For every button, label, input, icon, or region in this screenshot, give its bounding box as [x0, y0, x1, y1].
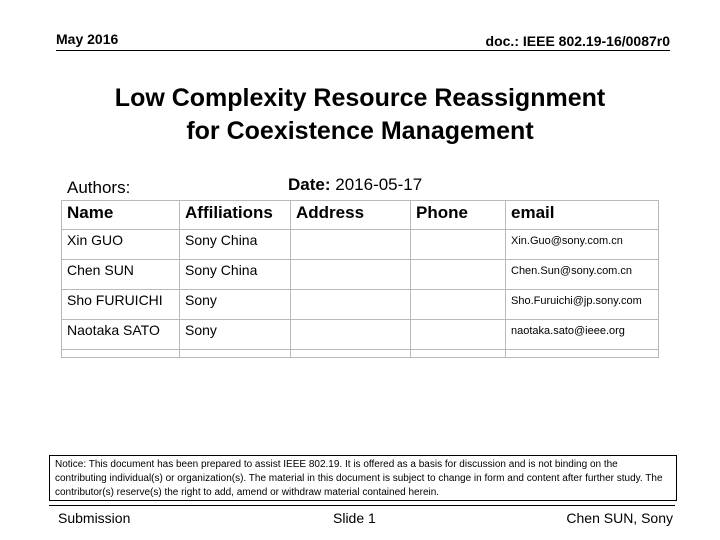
- footer-divider: [49, 505, 675, 506]
- footer-submission: Submission: [58, 510, 131, 526]
- date-value: 2016-05-17: [335, 175, 423, 194]
- date-label: Date:: [288, 175, 331, 194]
- author-affiliation: Sony: [180, 320, 291, 350]
- slide-title-line-2: for Coexistence Management: [186, 117, 534, 145]
- author-name: Xin GUO: [62, 230, 180, 260]
- author-email: Xin.Guo@sony.com.cn: [506, 230, 659, 260]
- author-email: Sho.Furuichi@jp.sony.com: [506, 290, 659, 320]
- author-phone: [411, 320, 506, 350]
- author-name: Naotaka SATO: [62, 320, 180, 350]
- slide-title-line-1: Low Complexity Resource Reassignment: [114, 84, 606, 112]
- authors-label: Authors:: [67, 178, 131, 197]
- table-row: [62, 230, 659, 260]
- column-header-affiliations: Affiliations: [180, 201, 291, 230]
- table-header-row: [62, 201, 659, 230]
- author-affiliation: Sony China: [180, 260, 291, 290]
- author-phone: [411, 230, 506, 260]
- table-row: [62, 290, 659, 320]
- author-address: [291, 230, 411, 260]
- column-header-email: email: [506, 201, 659, 230]
- column-header-phone: Phone: [411, 201, 506, 230]
- footer-author: Chen SUN, Sony: [566, 510, 673, 526]
- author-phone: [411, 290, 506, 320]
- footer-slide-number: Slide 1: [333, 510, 376, 526]
- author-address: [291, 320, 411, 350]
- authors-table: [61, 200, 659, 358]
- column-header-address: Address: [291, 201, 411, 230]
- header-doc-id: doc.: IEEE 802.19-16/0087r0: [485, 33, 670, 49]
- header-divider: [56, 50, 670, 51]
- author-email: Chen.Sun@sony.com.cn: [506, 260, 659, 290]
- author-phone: [411, 260, 506, 290]
- author-address: [291, 260, 411, 290]
- date-line: [288, 175, 422, 195]
- author-name: Sho FURUICHI: [62, 290, 180, 320]
- author-address: [291, 290, 411, 320]
- table-row: [62, 320, 659, 350]
- slide-title: [0, 82, 720, 148]
- header-date: May 2016: [56, 31, 119, 47]
- author-affiliation: Sony China: [180, 230, 291, 260]
- notice-box: Notice: This document has been prepared to assist IEEE 802.19. It is offered as a basis for discussion and is not binding on the contributing individual(s) or organization(s). The material in this document is subject to change in form and content after further study. The contributor(s) reserve(s) the right to add, amend or withdraw material contained herein.: [49, 455, 677, 501]
- table-row-empty: [62, 350, 659, 358]
- author-affiliation: Sony: [180, 290, 291, 320]
- author-email: naotaka.sato@ieee.org: [506, 320, 659, 350]
- author-name: Chen SUN: [62, 260, 180, 290]
- table-row: [62, 260, 659, 290]
- column-header-name: Name: [62, 201, 180, 230]
